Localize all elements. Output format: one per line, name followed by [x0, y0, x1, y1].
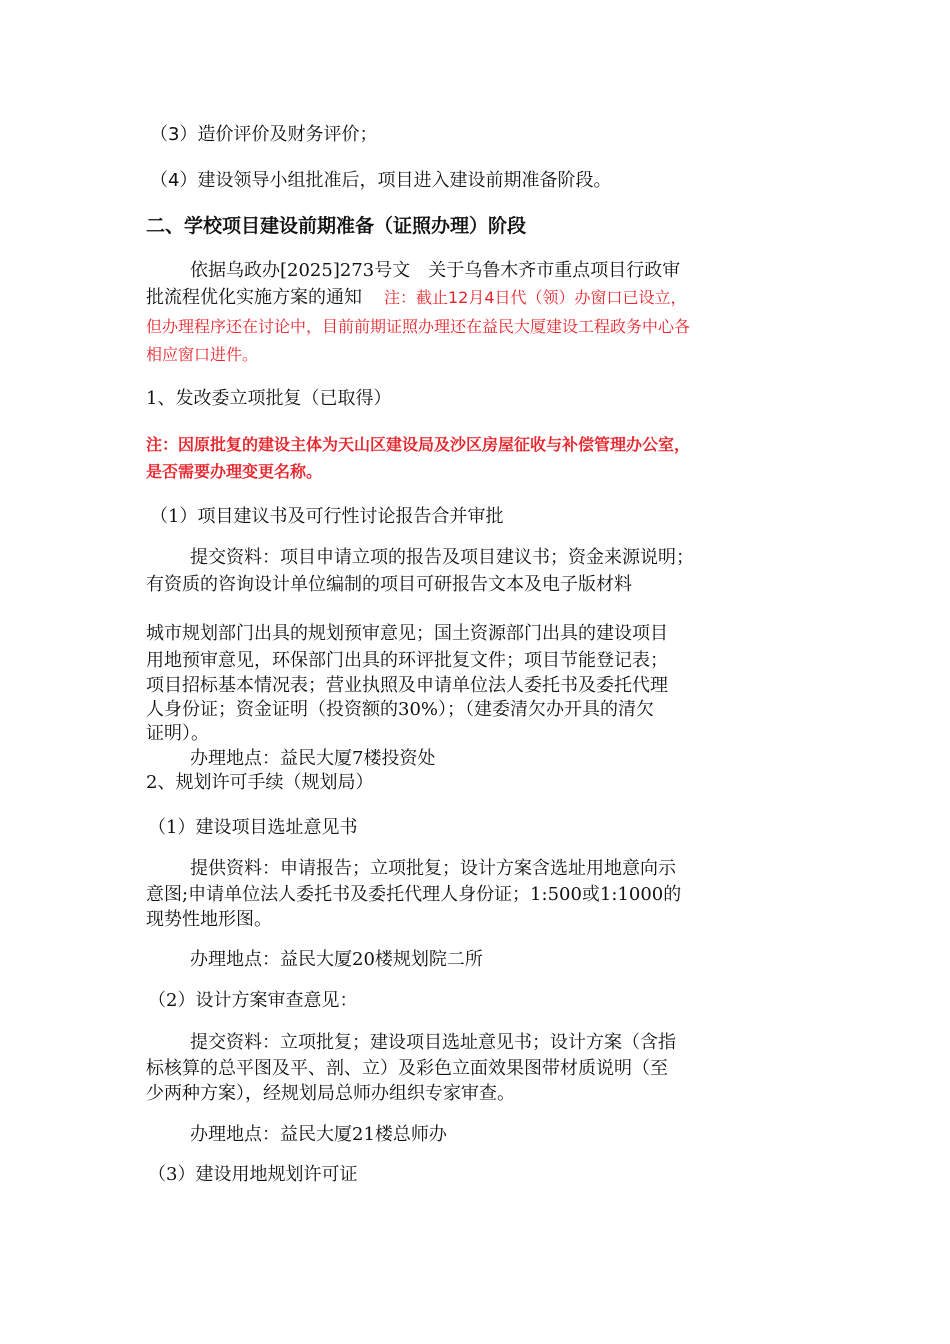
paragraph-line: 依据乌政办[2025]273号文 关于乌鲁木齐市重点项目行政审 — [190, 260, 681, 281]
item-3-cost-evaluation: （3）造价评价及财务评价； — [150, 124, 378, 145]
item-heading: （1）项目建议书及可行性讨论报告合并审批 — [150, 506, 504, 527]
paragraph-line: 意图;申请单位法人委托书及委托代理人身份证；1:500或1:1000的 — [146, 884, 682, 905]
red-note-line: 是否需要办理变更名称。 — [146, 462, 323, 481]
paragraph-line: 少两种方案），经规划局总师办组织专家审查。 — [146, 1083, 515, 1104]
paragraph-line: 城市规划部门出具的规划预审意见；国土资源部门出具的建设项目 — [146, 623, 668, 644]
paragraph-line: 标核算的总平图及平、剖、立）及彩色立面效果图带材质说明（至 — [146, 1058, 668, 1079]
office-location: 办理地点：益民大厦7楼投资处 — [190, 748, 436, 769]
red-note: 注：截止12月4日代（领）办窗口已设立， — [384, 288, 687, 307]
red-note-line: 注：因原批复的建设主体为天山区建设局及沙区房屋征收与补偿管理办公室， — [146, 435, 691, 454]
paragraph-line: 现势性地形图。 — [146, 909, 272, 930]
paragraph-line: 人身份证；资金证明（投资额的30%）；（建委清欠办开具的清欠 — [146, 699, 655, 720]
item-heading: （3）建设用地规划许可证 — [148, 1164, 358, 1185]
paragraph-line: 有资质的咨询设计单位编制的项目可研报告文本及电子版材料 — [146, 574, 632, 595]
paragraph-line: 提交资料：立项批复；建设项目选址意见书；设计方案（含指 — [190, 1032, 676, 1053]
red-note-line: 相应窗口进件。 — [146, 345, 259, 364]
office-location: 办理地点：益民大厦20楼规划院二所 — [190, 949, 483, 970]
section-heading-2: 二、学校项目建设前期准备（证照办理）阶段 — [146, 215, 527, 237]
paragraph-line: 提交资料：项目申请立项的报告及项目建议书；资金来源说明； — [190, 547, 694, 568]
red-note-line: 但办理程序还在讨论中，目前前期证照办理还在益民大厦建设工程政务中心各 — [146, 317, 691, 336]
paragraph-line: 用地预审意见，环保部门出具的环评批复文件；项目节能登记表； — [146, 650, 668, 671]
paragraph-line: 证明）。 — [146, 723, 209, 744]
subsection-heading-1: 1、发改委立项批复（已取得） — [146, 388, 392, 409]
office-location: 办理地点：益民大厦21楼总师办 — [190, 1124, 447, 1145]
item-4-approval: （4）建设领导小组批准后，项目进入建设前期准备阶段。 — [150, 170, 612, 191]
paragraph-line — [146, 285, 687, 311]
paragraph-line: 项目招标基本情况表；营业执照及申请单位法人委托书及委托代理 — [146, 675, 668, 696]
item-heading: （1）建设项目选址意见书 — [148, 817, 358, 838]
notice-title: 批流程优化实施方案的通知 — [146, 287, 362, 308]
paragraph-line: 提供资料：申请报告；立项批复；设计方案含选址用地意向示 — [190, 858, 676, 879]
subsection-heading-2: 2、规划许可手续（规划局） — [146, 772, 374, 793]
item-heading: （2）设计方案审查意见： — [148, 990, 358, 1011]
